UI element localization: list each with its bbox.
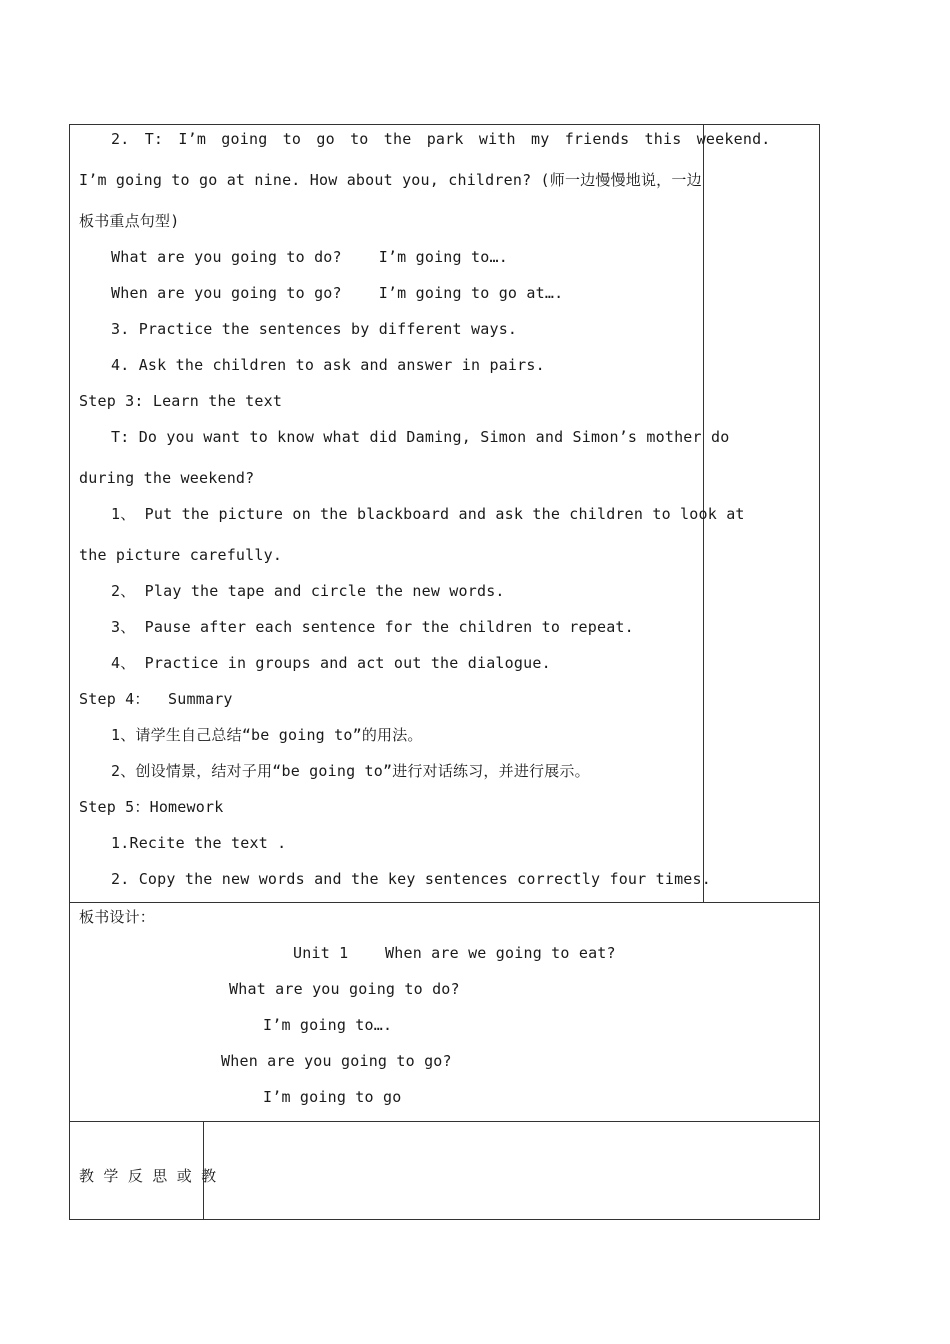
text-line: 1、请学生自己总结“be going to”的用法。 bbox=[111, 726, 423, 744]
text-line: 4. Ask the children to ask and answer in pairs. bbox=[111, 356, 545, 374]
text-line: 3、 Pause after each sentence for the children to repeat. bbox=[111, 618, 634, 636]
text-line: 板书重点句型) bbox=[79, 212, 180, 230]
text-line: 3. Practice the sentences by different ways. bbox=[111, 320, 518, 338]
board-line: I’m going to…. bbox=[263, 1016, 393, 1034]
board-line: What are you going to do? bbox=[229, 980, 460, 998]
text-line: 1、 Put the picture on the blackboard and ask the children to look at bbox=[111, 505, 745, 523]
text-line: 2、 Play the tape and circle the new words. bbox=[111, 582, 505, 600]
step-heading: Step 3: Learn the text bbox=[79, 392, 283, 410]
step-heading: Step 4： Summary bbox=[79, 690, 233, 708]
text-line: 1.Recite the text . bbox=[111, 834, 287, 852]
text-line: 2. T: I’m going to go to the park with my friends this weekend. bbox=[111, 130, 771, 148]
board-design-heading: 板书设计： bbox=[79, 908, 156, 926]
board-line: I’m going to go bbox=[263, 1088, 402, 1106]
board-title-question: When are we going to eat? bbox=[385, 944, 616, 962]
text-line: T: Do you want to know what did Daming, Simon and Simon’s mother do bbox=[111, 428, 730, 446]
text-line: during the weekend? bbox=[79, 469, 255, 487]
text-line: What are you going to do? I’m going to…. bbox=[111, 248, 508, 266]
row-divider-board bbox=[69, 902, 820, 903]
board-line: When are you going to go? bbox=[221, 1052, 452, 1070]
text-line: the picture carefully. bbox=[79, 546, 283, 564]
text-line: 4、 Practice in groups and act out the dialogue. bbox=[111, 654, 551, 672]
board-title-unit: Unit 1 bbox=[293, 944, 349, 962]
text-line: 2、创设情景，结对子用“be going to”进行对话练习，并进行展示。 bbox=[111, 762, 590, 780]
reflection-content-cell bbox=[204, 1122, 818, 1219]
text-line: When are you going to go? I’m going to go at…. bbox=[111, 284, 564, 302]
text-line: 2. Copy the new words and the key sentences correctly four times. bbox=[111, 870, 711, 888]
text-line: I’m going to go at nine. How about you, children? (师一边慢慢地说，一边 bbox=[79, 171, 702, 189]
reflection-label: 教 学 反 思 或 教 bbox=[79, 1167, 217, 1185]
step-heading: Step 5：Homework bbox=[79, 798, 224, 816]
